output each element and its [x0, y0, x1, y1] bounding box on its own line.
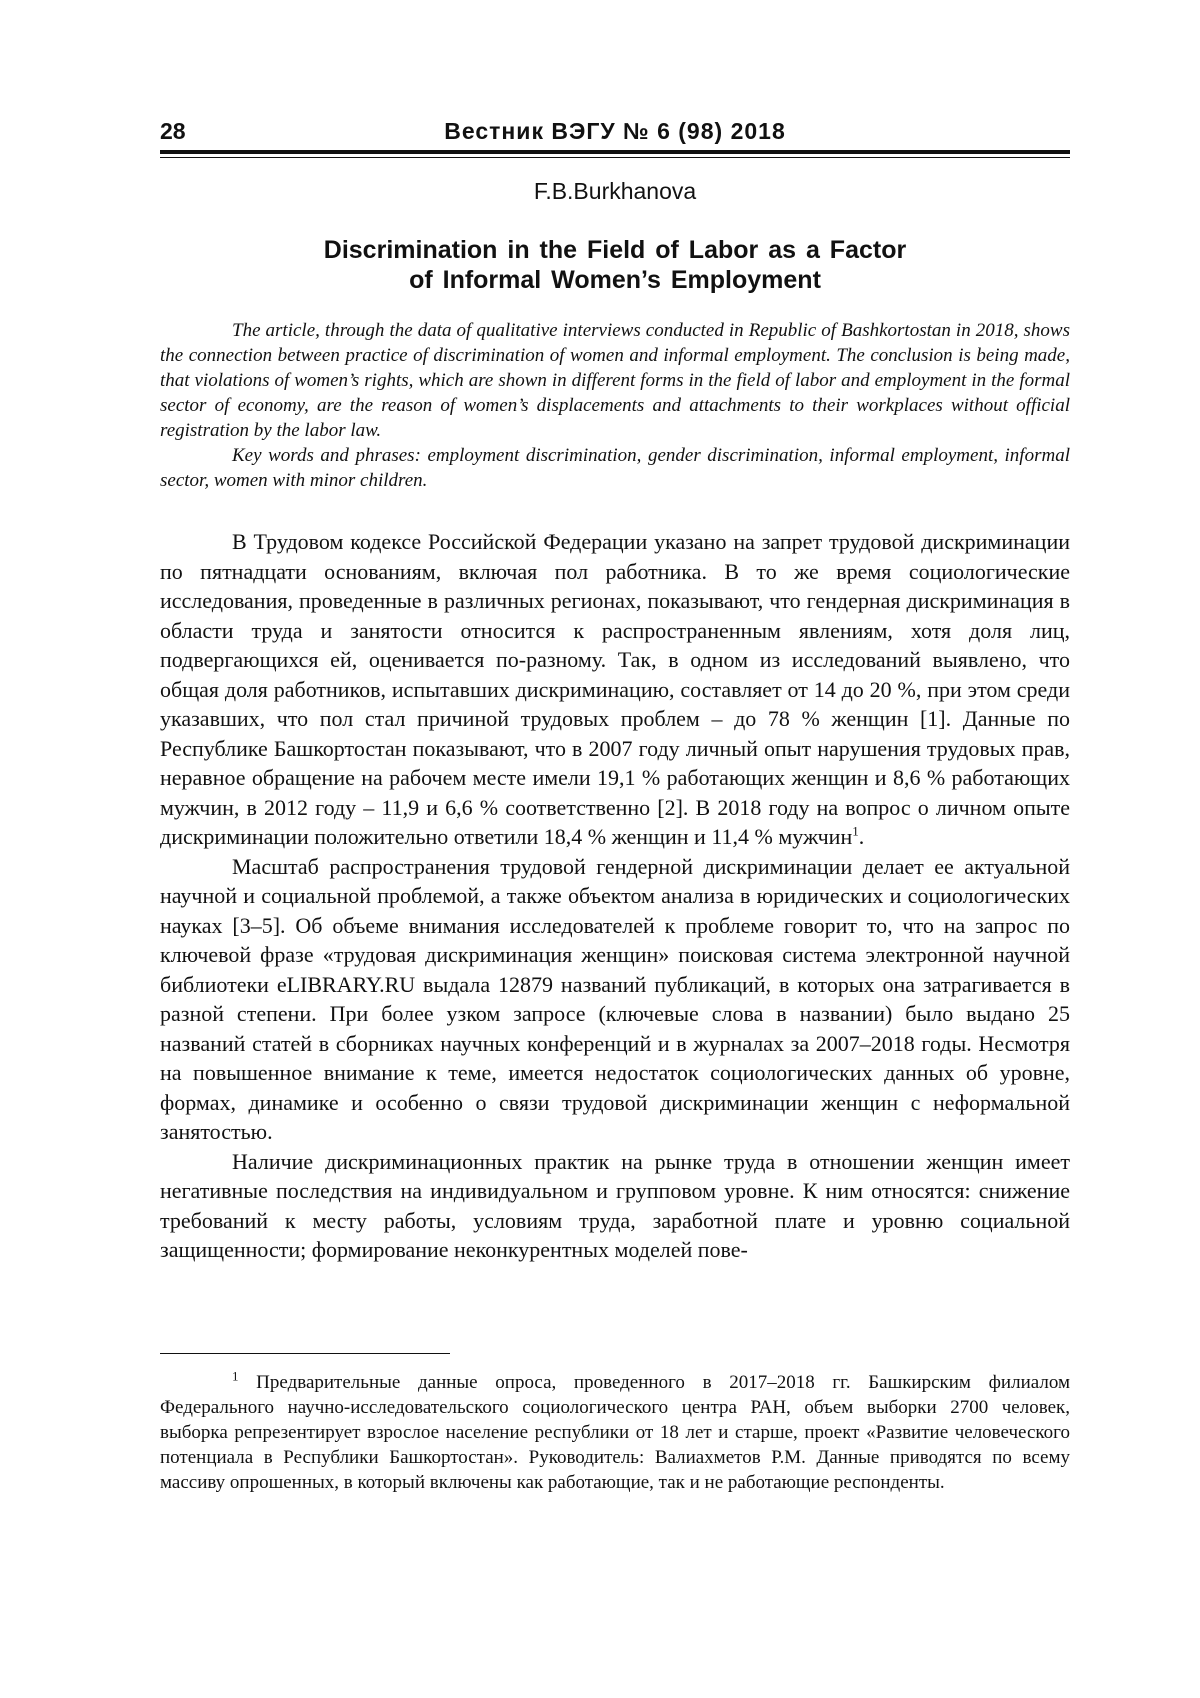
paragraph-1-text: В Трудовом кодексе Российской Федерации указано на запрет трудовой дискриминации по пятнадцати основаниям, включая пол работника. В то же время социологические исследования, проведенные в различных регионах, показывают, что гендерная дискриминация в области труда и занятости относится к распространенным явлениям, хотя доля лиц, подвергающихся ей, оценивается по-разному. Так, в одном из исследований выявлено, что общая доля работников, испытавших дискриминацию, составляет от 14 до 20 %, при этом среди указавших, что пол стал причиной трудовых проблем – до 78 % женщин [1]. Данные по Республике Башкортостан показывают, что в 2007 году личный опыт нарушения трудовых прав, неравное обращение на рабочем месте имели 19,1 % работающих женщин и 8,6 % работающих мужчин, в 2012 году – 11,9 и 6,6 % соответственно [2]. В 2018 году на вопрос о личном опыте дискриминации положительно ответили 18,4 % женщин и 11,4 % мужчин: [160, 529, 1070, 849]
paragraph-2: Масштаб распространения трудовой гендерной дискриминации делает ее актуальной научной и социальной проблемой, а также объектом анализа в юридических и социологических науках [3–5]. Об объеме внимания исследователей к проблеме говорит то, что на запрос по ключевой фразе «трудовая дискриминация женщин» поисковая система электронной научной библиотеки eLIBRARY.RU выдала 12879 названий публикаций, в которых она затрагивается в разной степени. При более узком запросе (ключевые слова в названии) было выдано 25 названий статей в сборниках научных конференций и в журналах за 2007–2018 годы. Несмотря на повышенное внимание к теме, имеется недостаток социологических данных об уровне, формах, динамике и особенно о связи трудовой дискриминации женщин с неформальной занятостью.: [160, 853, 1070, 1144]
footnote-mark: 1: [232, 1368, 239, 1384]
paragraph-1: [160, 527, 1070, 852]
author-name: F.B.Burkhanova: [533, 178, 697, 204]
article-body: [160, 527, 1070, 1265]
journal-title: Вестник ВЭГУ № 6 (98) 2018: [444, 118, 786, 144]
article-title: [160, 235, 1070, 295]
footnote: [160, 1370, 1070, 1495]
running-head: [160, 112, 1070, 146]
article-title-line-1: Discrimination in the Field of Labor as a Factor: [323, 236, 907, 264]
page-number: 28: [160, 118, 186, 144]
abstract-text: The article, through the data of qualitative interviews conducted in Republic of Bashkortostan in 2018, shows the connection between practice of discrimination of women and informal employment. The conclusion is being made, that violations of women’s rights, which are shown in different forms in the field of labor and employment in the formal sector of economy, are the reason of women’s displacements and attachments to their workplaces without official registration by the labor law.: [160, 320, 1070, 441]
keywords: Key words and phrases: employment discrimination, gender discrimination, informal employment, informal sector, women with minor children.: [160, 445, 1070, 491]
article-title-line-2: of Informal Women’s Employment: [409, 266, 821, 294]
footnote-reference[interactable]: 1: [852, 823, 859, 839]
footnote-text: Предварительные данные опроса, проведенного в 2017–2018 гг. Башкирским филиалом Федерального научно-исследовательского социологического центра РАН, объем выборки 2700 человек, выборка репрезентирует взрослое население республики от 18 лет и старше, проект «Развитие человеческого потенциала в Республики Башкортостан». Руководитель: Валиахметов Р.М. Данные приводятся по всему массиву опрошенных, в который включены как работающие, так и не работающие респонденты.: [160, 1372, 1070, 1493]
footnote-paragraph: [160, 1370, 1070, 1495]
header-rule-thin: [160, 157, 1070, 158]
paragraph-3: Наличие дискриминационных практик на рынке труда в отношении женщин имеет негативные последствия на индивидуальном и групповом уровне. К ним относятся: снижение требований к месту работы, условиям труда, заработной плате и уровню социальной защищенности; формирование неконкурентных моделей пове-: [160, 1148, 1070, 1262]
header-rule-thick: [160, 150, 1070, 154]
paragraph-1-end: .: [858, 824, 865, 849]
abstract: [160, 318, 1070, 493]
footnote-separator: [160, 1353, 450, 1354]
